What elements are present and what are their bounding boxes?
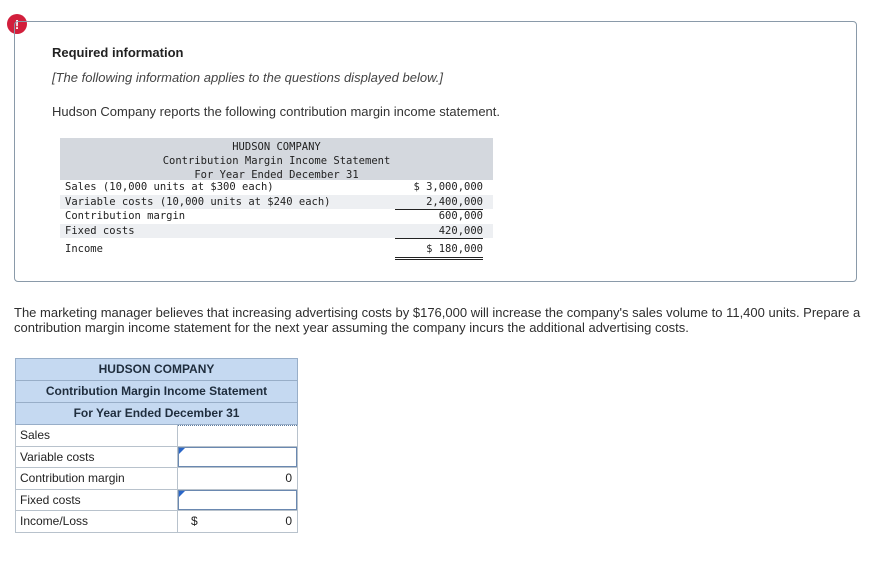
- answer-company: HUDSON COMPANY: [15, 358, 298, 380]
- statement-company: HUDSON COMPANY: [232, 141, 321, 153]
- answer-row-fixed-costs: [15, 490, 298, 512]
- answer-row-label: Income/Loss: [16, 511, 178, 532]
- variable-costs-cell[interactable]: [178, 447, 297, 468]
- statement-row-label: Contribution margin: [65, 210, 186, 222]
- statement-row-value: 600,000: [438, 210, 483, 222]
- answer-row-label: Fixed costs: [16, 490, 178, 511]
- fixed-costs-cell[interactable]: [178, 490, 297, 511]
- required-info-title: Required information: [52, 45, 184, 60]
- question-text: The marketing manager believes that increasing advertising costs by $176,000 will increase the company's sales volume to 11,400 units. Prepare a contribution margin income statement for the next year assuming the company incurs the additional advertising costs.: [14, 305, 861, 335]
- answer-label-cell: [178, 425, 297, 446]
- contribution-margin-value: 0: [285, 471, 292, 485]
- statement-title: Contribution Margin Income Statement: [162, 155, 391, 167]
- statement-row-sales: [60, 180, 493, 195]
- contribution-margin-cell: [178, 468, 297, 489]
- alert-icon: !: [7, 14, 27, 34]
- required-info-intro: Hudson Company reports the following contribution margin income statement.: [52, 104, 501, 119]
- statement-row-variable-costs: [60, 195, 493, 210]
- answer-row-income: [15, 511, 298, 533]
- statement-row-income: [60, 242, 493, 257]
- income-cell: [178, 511, 297, 532]
- answer-row-label: Variable costs: [16, 447, 178, 468]
- statement-row-value: $ 180,000: [395, 242, 483, 260]
- statement-row-contribution-margin: [60, 209, 493, 224]
- statement-row-label: Variable costs (10,000 units at $240 each): [65, 195, 331, 208]
- answer-period: For Year Ended December 31: [15, 402, 298, 425]
- fixed-costs-input[interactable]: [178, 490, 297, 511]
- statement-period: For Year Ended December 31: [194, 169, 359, 181]
- statement-row-label: Income: [65, 243, 103, 255]
- statement-row-label: Fixed costs: [65, 224, 135, 237]
- answer-table: [15, 358, 298, 533]
- income-value: 0: [285, 514, 292, 528]
- variable-costs-input[interactable]: [178, 447, 297, 468]
- required-info-note: [The following information applies to the questions displayed below.]: [52, 70, 443, 85]
- income-currency: $: [191, 514, 198, 528]
- answer-row-sales: [15, 425, 298, 447]
- statement-row-value: 2,400,000: [395, 195, 483, 211]
- statement-row-fixed-costs: [60, 224, 493, 239]
- answer-row-label: Contribution margin: [16, 468, 178, 489]
- answer-row-variable-costs: [15, 447, 298, 469]
- statement-row-value: $ 3,000,000: [413, 181, 483, 193]
- answer-title: Contribution Margin Income Statement: [15, 380, 298, 402]
- answer-cell-divider: [178, 425, 297, 426]
- given-income-statement: [60, 138, 493, 257]
- statement-row-value: 420,000: [395, 224, 483, 240]
- answer-row-label: Sales: [16, 425, 178, 446]
- answer-row-contribution-margin: [15, 468, 298, 490]
- statement-header: [60, 138, 493, 180]
- statement-row-label: Sales (10,000 units at $300 each): [65, 181, 274, 193]
